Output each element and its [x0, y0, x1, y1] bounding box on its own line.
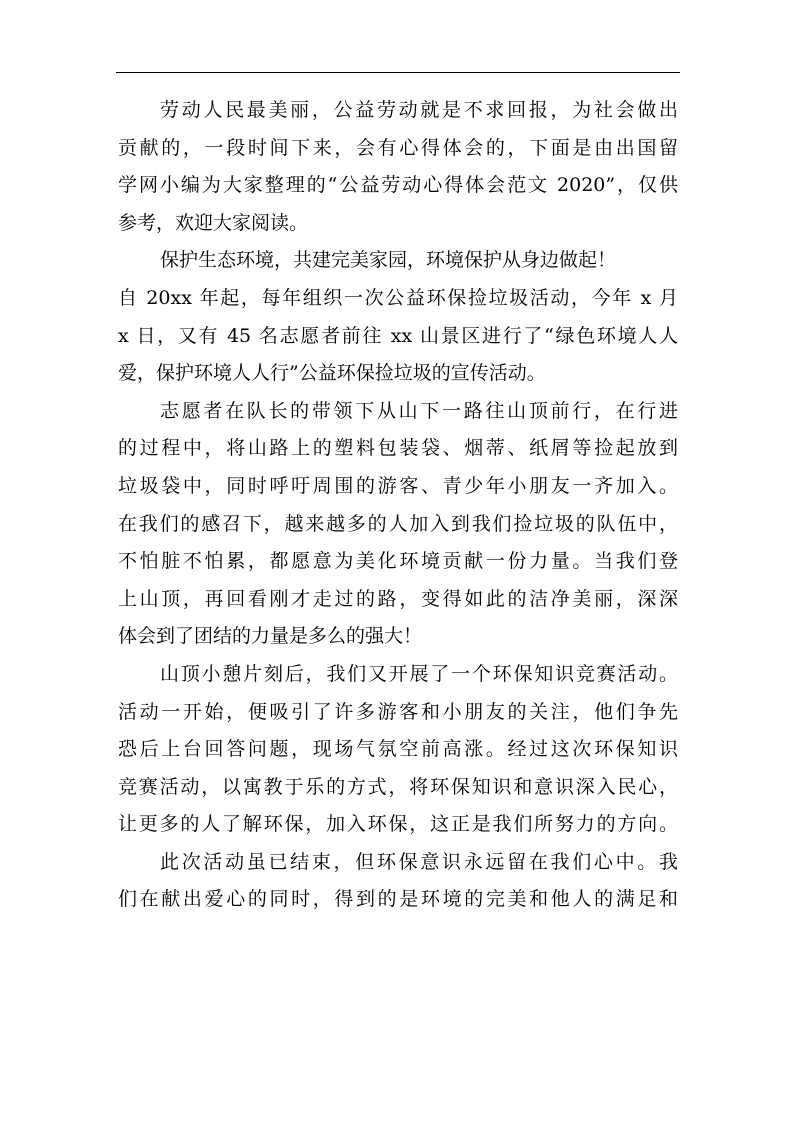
paragraph-4	[118, 656, 678, 844]
text-line: 参考，欢迎大家阅读。	[118, 211, 309, 234]
paragraph-5	[118, 844, 678, 919]
text-line: 自 20xx 年起，每年组织一次公益环保捡垃圾活动，今年 x 月	[118, 286, 678, 309]
text-line: 在我们的感召下，越来越多的人加入到我们捡垃圾的队伍中，	[118, 512, 678, 535]
text-line: 活动一开始，便吸引了许多游客和小朋友的关注，他们争先	[118, 700, 678, 723]
text-line: 竞赛活动，以寓教于乐的方式，将环保知识和意识深入民心，	[118, 775, 678, 798]
text-line: 学网小编为大家整理的“公益劳动心得体会范文 2020”，仅供	[118, 174, 678, 197]
text-line: 的过程中，将山路上的塑料包装袋、烟蒂、纸屑等捡起放到	[118, 437, 678, 460]
text-line: x 日，又有 45 名志愿者前往 xx 山景区进行了“绿色环境人人	[118, 324, 678, 347]
text-line: 劳动人民最美丽，公益劳动就是不求回报，为社会做出	[160, 99, 678, 121]
text-line: 爱，保护环境人人行”公益环保捡垃圾的宣传活动。	[118, 362, 546, 385]
text-line: 志愿者在队长的带领下从山下一路往山顶前行，在行进	[160, 399, 678, 422]
document-body	[118, 92, 678, 919]
text-line: 贡献的，一段时间下来，会有心得体会的，下面是由出国留	[118, 136, 678, 159]
text-line: 此次活动虽已结束，但环保意识永远留在我们心中。我	[160, 850, 678, 873]
text-line: 上山顶，再回看刚才走过的路，变得如此的洁净美丽，深深	[118, 587, 678, 610]
header-rule	[116, 72, 680, 73]
paragraph-2	[118, 242, 678, 392]
paragraph-3	[118, 393, 678, 656]
text-line: 垃圾袋中，同时呼吁周围的游客、青少年小朋友一齐加入。	[118, 474, 678, 497]
text-line: 们在献出爱心的同时，得到的是环境的完美和他人的满足和	[118, 888, 678, 911]
text-line: 山顶小憩片刻后，我们又开展了一个环保知识竞赛活动。	[160, 662, 678, 685]
paragraph-1	[118, 92, 678, 242]
text-line: 不怕脏不怕累，都愿意为美化环境贡献一份力量。当我们登	[118, 550, 678, 573]
text-line: 让更多的人了解环保，加入环保，这正是我们所努力的方向。	[118, 813, 678, 836]
text-line: 体会到了团结的力量是多么的强大！	[118, 625, 423, 648]
text-line: 恐后上台回答问题，现场气氛空前高涨。经过这次环保知识	[118, 738, 678, 761]
text-line: 保护生态环境，共建完美家园，环境保护从身边做起！	[160, 249, 617, 272]
